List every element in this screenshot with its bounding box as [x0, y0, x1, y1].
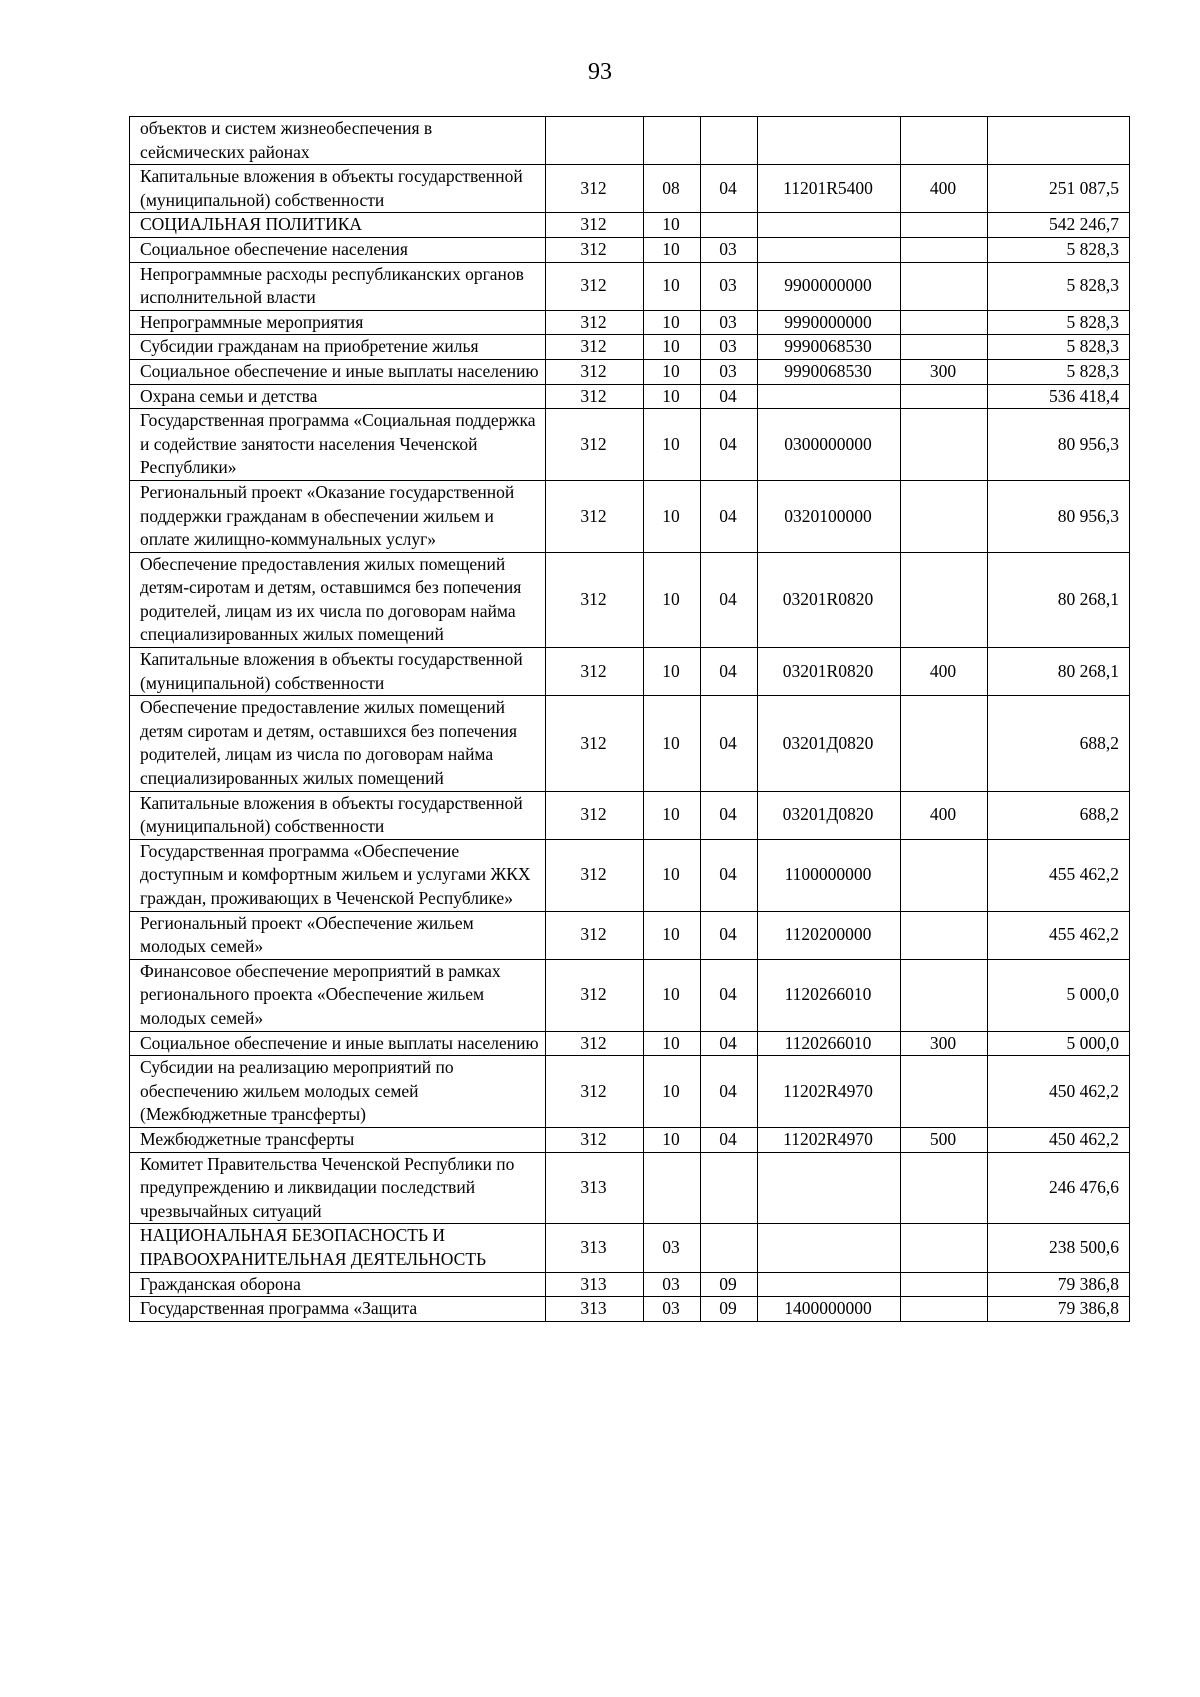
row-pr-cell: 04	[701, 959, 758, 1031]
row-rz-cell: 10	[644, 480, 701, 552]
row-amount-cell: 238 500,6	[988, 1224, 1130, 1272]
row-amount-cell: 542 246,7	[988, 213, 1130, 238]
row-vr-cell	[901, 1152, 988, 1224]
row-ved-cell: 312	[546, 165, 644, 213]
row-ved-cell: 312	[546, 1056, 644, 1128]
row-rz-cell: 10	[644, 552, 701, 647]
row-vr-cell	[901, 384, 988, 409]
row-rz-cell: 03	[644, 1297, 701, 1322]
row-rz-cell: 10	[644, 384, 701, 409]
row-rz-cell: 10	[644, 262, 701, 310]
row-ved-cell: 312	[546, 648, 644, 696]
row-name-cell: Государственная программа «Защита	[130, 1297, 546, 1322]
row-pr-cell: 04	[701, 911, 758, 959]
row-csr-cell: 11202R4970	[758, 1056, 901, 1128]
table-row	[130, 480, 1130, 552]
row-name-cell: Социальное обеспечение населения	[130, 237, 546, 262]
row-ved-cell: 312	[546, 839, 644, 911]
row-pr-cell	[701, 213, 758, 238]
row-ved-cell: 312	[546, 1127, 644, 1152]
row-name-cell: Гражданская оборона	[130, 1272, 546, 1297]
row-amount-cell: 80 268,1	[988, 648, 1130, 696]
row-csr-cell: 0300000000	[758, 409, 901, 481]
table-row	[130, 335, 1130, 360]
row-rz-cell: 10	[644, 1127, 701, 1152]
row-pr-cell: 04	[701, 480, 758, 552]
row-vr-cell	[901, 117, 988, 165]
budget-table	[129, 116, 1130, 1322]
row-amount-cell: 79 386,8	[988, 1297, 1130, 1322]
row-amount-cell: 688,2	[988, 696, 1130, 791]
row-pr-cell: 03	[701, 310, 758, 335]
row-csr-cell: 1120200000	[758, 911, 901, 959]
row-vr-cell	[901, 237, 988, 262]
row-name-cell: Социальное обеспечение и иные выплаты населению	[130, 1031, 546, 1056]
row-pr-cell: 03	[701, 359, 758, 384]
row-csr-cell: 1400000000	[758, 1297, 901, 1322]
row-csr-cell: 03201Д0820	[758, 696, 901, 791]
row-pr-cell: 04	[701, 1056, 758, 1128]
row-ved-cell: 312	[546, 213, 644, 238]
row-name-cell: Капитальные вложения в объекты государственной (муниципальной) собственности	[130, 165, 546, 213]
row-vr-cell: 400	[901, 791, 988, 839]
row-ved-cell: 312	[546, 959, 644, 1031]
row-vr-cell: 500	[901, 1127, 988, 1152]
row-csr-cell: 1120266010	[758, 1031, 901, 1056]
table-row	[130, 262, 1130, 310]
table-row	[130, 648, 1130, 696]
table-row	[130, 1272, 1130, 1297]
row-ved-cell: 312	[546, 359, 644, 384]
page-number: 93	[588, 59, 612, 85]
row-name-cell: Финансовое обеспечение мероприятий в рамках регионального проекта «Обеспечение жильем молодых семей»	[130, 959, 546, 1031]
row-name-cell: Охрана семьи и детства	[130, 384, 546, 409]
row-ved-cell: 313	[546, 1272, 644, 1297]
row-amount-cell: 80 956,3	[988, 480, 1130, 552]
table-row	[130, 791, 1130, 839]
row-amount-cell: 5 828,3	[988, 310, 1130, 335]
row-name-cell: Обеспечение предоставления жилых помещений детям-сиротам и детям, оставшимся без попечения родителей, лицам из их числа по договорам найма специализированных жилых помещений	[130, 552, 546, 647]
table-row	[130, 839, 1130, 911]
row-pr-cell: 09	[701, 1297, 758, 1322]
row-rz-cell: 10	[644, 237, 701, 262]
row-name-cell: Комитет Правительства Чеченской Республики по предупреждению и ликвидации последствий чрезвычайных ситуаций	[130, 1152, 546, 1224]
row-amount-cell: 80 956,3	[988, 409, 1130, 481]
row-csr-cell: 1120266010	[758, 959, 901, 1031]
row-ved-cell: 312	[546, 552, 644, 647]
row-amount-cell: 688,2	[988, 791, 1130, 839]
row-rz-cell: 03	[644, 1224, 701, 1272]
row-ved-cell: 312	[546, 237, 644, 262]
row-rz-cell: 10	[644, 696, 701, 791]
table-row	[130, 1127, 1130, 1152]
row-rz-cell: 10	[644, 1031, 701, 1056]
row-csr-cell: 03201R0820	[758, 552, 901, 647]
row-csr-cell: 9990068530	[758, 359, 901, 384]
row-name-cell: СОЦИАЛЬНАЯ ПОЛИТИКА	[130, 213, 546, 238]
row-rz-cell: 10	[644, 1056, 701, 1128]
row-name-cell: объектов и систем жизнеобеспечения в сейсмических районах	[130, 117, 546, 165]
row-pr-cell: 03	[701, 237, 758, 262]
table-row	[130, 165, 1130, 213]
row-csr-cell: 9990068530	[758, 335, 901, 360]
row-rz-cell	[644, 1152, 701, 1224]
row-ved-cell: 312	[546, 911, 644, 959]
row-csr-cell: 03201R0820	[758, 648, 901, 696]
row-csr-cell	[758, 384, 901, 409]
row-amount-cell: 536 418,4	[988, 384, 1130, 409]
row-csr-cell: 9900000000	[758, 262, 901, 310]
budget-table-body	[130, 117, 1130, 1322]
table-row	[130, 959, 1130, 1031]
row-vr-cell	[901, 959, 988, 1031]
row-pr-cell: 04	[701, 384, 758, 409]
row-csr-cell	[758, 117, 901, 165]
table-row	[130, 1152, 1130, 1224]
row-vr-cell	[901, 1297, 988, 1322]
row-ved-cell: 313	[546, 1224, 644, 1272]
row-vr-cell	[901, 911, 988, 959]
table-row	[130, 1031, 1130, 1056]
row-name-cell: Межбюджетные трансферты	[130, 1127, 546, 1152]
row-amount-cell	[988, 117, 1130, 165]
row-vr-cell	[901, 839, 988, 911]
row-csr-cell: 1100000000	[758, 839, 901, 911]
row-vr-cell	[901, 213, 988, 238]
row-name-cell: Субсидии гражданам на приобретение жилья	[130, 335, 546, 360]
table-row	[130, 409, 1130, 481]
row-name-cell: Обеспечение предоставление жилых помещений детям сиротам и детям, оставшихся без попечения родителей, лицам из числа по договорам найма специализированных жилых помещений	[130, 696, 546, 791]
row-vr-cell	[901, 552, 988, 647]
row-vr-cell	[901, 310, 988, 335]
row-ved-cell: 312	[546, 409, 644, 481]
row-rz-cell: 10	[644, 310, 701, 335]
row-pr-cell: 04	[701, 552, 758, 647]
row-name-cell: Региональный проект «Оказание государственной поддержки гражданам в обеспечении жильем и оплате жилищно-коммунальных услуг»	[130, 480, 546, 552]
row-pr-cell	[701, 1152, 758, 1224]
row-rz-cell: 10	[644, 839, 701, 911]
table-row	[130, 117, 1130, 165]
row-pr-cell: 04	[701, 165, 758, 213]
row-pr-cell	[701, 1224, 758, 1272]
row-rz-cell: 03	[644, 1272, 701, 1297]
row-ved-cell: 313	[546, 1297, 644, 1322]
row-rz-cell: 10	[644, 335, 701, 360]
row-name-cell: НАЦИОНАЛЬНАЯ БЕЗОПАСНОСТЬ И ПРАВООХРАНИТЕЛЬНАЯ ДЕЯТЕЛЬНОСТЬ	[130, 1224, 546, 1272]
row-amount-cell: 450 462,2	[988, 1127, 1130, 1152]
row-ved-cell: 312	[546, 335, 644, 360]
row-rz-cell: 08	[644, 165, 701, 213]
row-vr-cell: 300	[901, 359, 988, 384]
row-ved-cell: 312	[546, 384, 644, 409]
row-vr-cell	[901, 1224, 988, 1272]
table-row	[130, 1056, 1130, 1128]
row-vr-cell	[901, 480, 988, 552]
row-csr-cell	[758, 1224, 901, 1272]
row-name-cell: Государственная программа «Социальная поддержка и содействие занятости населения Чеченской Республики»	[130, 409, 546, 481]
row-vr-cell: 400	[901, 165, 988, 213]
row-pr-cell	[701, 117, 758, 165]
row-pr-cell: 03	[701, 335, 758, 360]
row-csr-cell: 11201R5400	[758, 165, 901, 213]
row-name-cell: Региональный проект «Обеспечение жильем молодых семей»	[130, 911, 546, 959]
row-ved-cell: 312	[546, 262, 644, 310]
row-pr-cell: 04	[701, 839, 758, 911]
row-vr-cell	[901, 1272, 988, 1297]
row-rz-cell: 10	[644, 911, 701, 959]
row-vr-cell: 300	[901, 1031, 988, 1056]
row-name-cell: Непрограммные расходы республиканских органов исполнительной власти	[130, 262, 546, 310]
row-csr-cell	[758, 1152, 901, 1224]
table-row	[130, 1224, 1130, 1272]
table-row	[130, 237, 1130, 262]
row-rz-cell: 10	[644, 409, 701, 481]
table-row	[130, 213, 1130, 238]
row-vr-cell	[901, 696, 988, 791]
row-pr-cell: 04	[701, 696, 758, 791]
row-pr-cell: 04	[701, 1031, 758, 1056]
row-amount-cell: 5 828,3	[988, 335, 1130, 360]
table-row	[130, 384, 1130, 409]
row-vr-cell	[901, 335, 988, 360]
row-amount-cell: 455 462,2	[988, 911, 1130, 959]
table-row	[130, 911, 1130, 959]
row-amount-cell: 5 000,0	[988, 1031, 1130, 1056]
row-csr-cell	[758, 237, 901, 262]
row-name-cell: Государственная программа «Обеспечение доступным и комфортным жильем и услугами ЖКХ граждан, проживающих в Чеченской Республике»	[130, 839, 546, 911]
row-vr-cell: 400	[901, 648, 988, 696]
row-amount-cell: 246 476,6	[988, 1152, 1130, 1224]
row-pr-cell: 03	[701, 262, 758, 310]
row-rz-cell: 10	[644, 359, 701, 384]
row-ved-cell	[546, 117, 644, 165]
row-csr-cell: 03201Д0820	[758, 791, 901, 839]
row-amount-cell: 455 462,2	[988, 839, 1130, 911]
row-amount-cell: 5 828,3	[988, 262, 1130, 310]
row-pr-cell: 04	[701, 791, 758, 839]
row-ved-cell: 312	[546, 791, 644, 839]
row-name-cell: Капитальные вложения в объекты государственной (муниципальной) собственности	[130, 648, 546, 696]
row-name-cell: Капитальные вложения в объекты государственной (муниципальной) собственности	[130, 791, 546, 839]
row-csr-cell: 0320100000	[758, 480, 901, 552]
row-vr-cell	[901, 409, 988, 481]
row-name-cell: Социальное обеспечение и иные выплаты населению	[130, 359, 546, 384]
row-rz-cell: 10	[644, 791, 701, 839]
row-vr-cell	[901, 1056, 988, 1128]
row-ved-cell: 312	[546, 696, 644, 791]
row-amount-cell: 79 386,8	[988, 1272, 1130, 1297]
row-csr-cell: 11202R4970	[758, 1127, 901, 1152]
row-rz-cell: 10	[644, 648, 701, 696]
row-ved-cell: 312	[546, 310, 644, 335]
row-pr-cell: 09	[701, 1272, 758, 1297]
row-rz-cell: 10	[644, 959, 701, 1031]
row-rz-cell: 10	[644, 213, 701, 238]
row-ved-cell: 312	[546, 480, 644, 552]
row-rz-cell	[644, 117, 701, 165]
table-row	[130, 1297, 1130, 1322]
row-name-cell: Субсидии на реализацию мероприятий по обеспечению жильем молодых семей (Межбюджетные трансферты)	[130, 1056, 546, 1128]
table-row	[130, 552, 1130, 647]
table-row	[130, 310, 1130, 335]
row-pr-cell: 04	[701, 1127, 758, 1152]
row-amount-cell: 5 828,3	[988, 237, 1130, 262]
row-vr-cell	[901, 262, 988, 310]
row-amount-cell: 450 462,2	[988, 1056, 1130, 1128]
row-csr-cell: 9990000000	[758, 310, 901, 335]
row-ved-cell: 313	[546, 1152, 644, 1224]
row-pr-cell: 04	[701, 409, 758, 481]
row-pr-cell: 04	[701, 648, 758, 696]
row-amount-cell: 5 828,3	[988, 359, 1130, 384]
table-row	[130, 359, 1130, 384]
row-ved-cell: 312	[546, 1031, 644, 1056]
row-amount-cell: 251 087,5	[988, 165, 1130, 213]
table-row	[130, 696, 1130, 791]
row-amount-cell: 5 000,0	[988, 959, 1130, 1031]
row-csr-cell	[758, 1272, 901, 1297]
row-name-cell: Непрограммные мероприятия	[130, 310, 546, 335]
row-csr-cell	[758, 213, 901, 238]
row-amount-cell: 80 268,1	[988, 552, 1130, 647]
